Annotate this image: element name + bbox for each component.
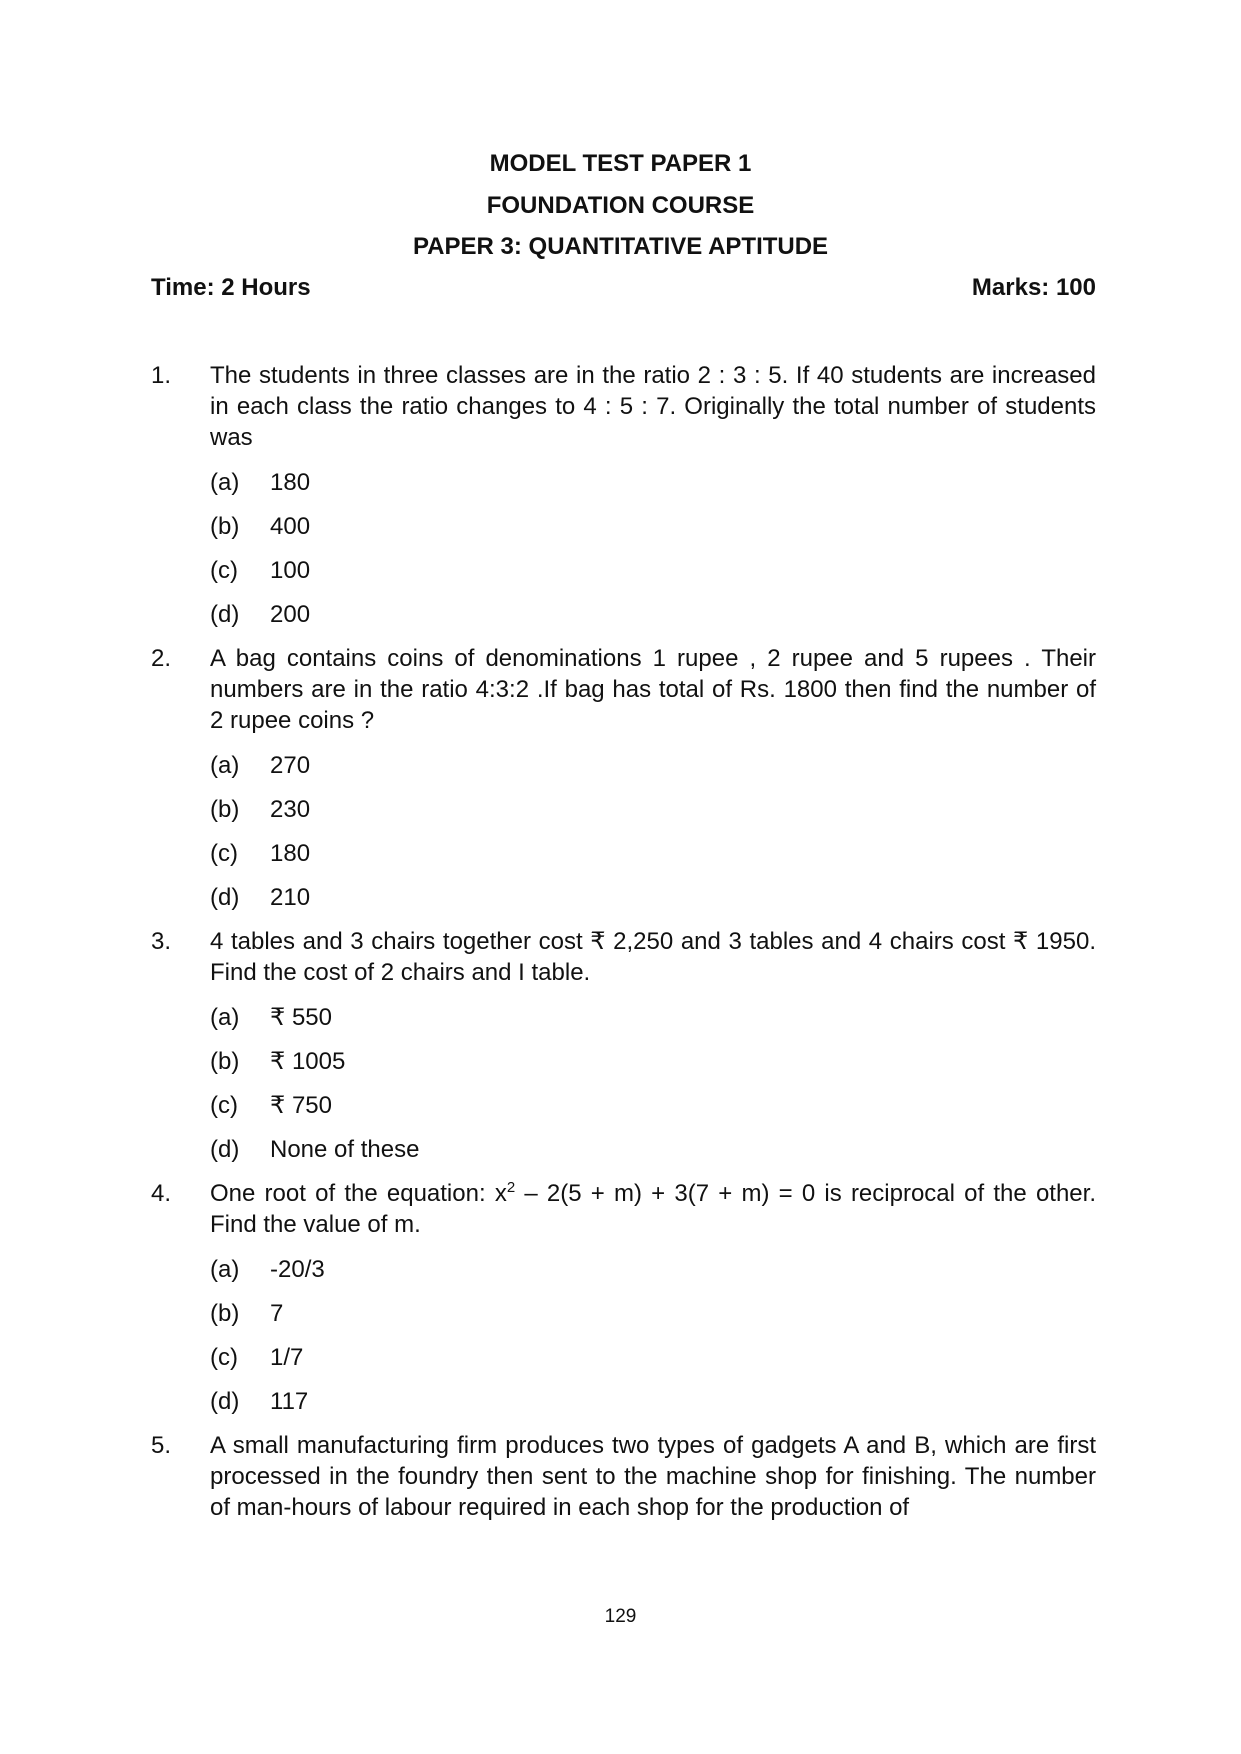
option-label: (a) — [210, 1004, 240, 1031]
option-label: (b) — [210, 796, 240, 823]
option-label: (c) — [210, 1344, 238, 1371]
option-label: (b) — [210, 1048, 240, 1075]
option-value: 200 — [270, 601, 311, 628]
option-list — [210, 1254, 1096, 1430]
option — [210, 511, 1096, 555]
option-label: (a) — [210, 752, 240, 779]
option-value: 7 — [270, 1300, 284, 1327]
option — [210, 1386, 1096, 1430]
question-number: 2. — [151, 645, 172, 672]
question-text: A bag contains coins of denominations 1 rupee , 2 rupee and 5 rupees . Their numbers are in the ratio 4:3:2 .If bag has total of Rs. 1800 then find the number of 2 rupee coins ? — [210, 645, 1096, 734]
paper-subject: PAPER 3: QUANTITATIVE APTITUDE — [412, 233, 829, 260]
option-value: 117 — [270, 1388, 309, 1415]
course-title: FOUNDATION COURSE — [486, 192, 755, 219]
option — [210, 1046, 1096, 1090]
option-value: 180 — [270, 469, 311, 496]
option-value: None of these — [270, 1136, 420, 1163]
option-label: (c) — [210, 1092, 238, 1119]
option-label: (b) — [210, 513, 240, 540]
option-label: (a) — [210, 1256, 240, 1283]
question-list — [151, 360, 1096, 1523]
option — [210, 555, 1096, 599]
question-number: 3. — [151, 928, 172, 955]
question — [151, 360, 1096, 643]
option — [210, 750, 1096, 794]
option — [210, 1002, 1096, 1046]
option — [210, 1254, 1096, 1298]
option-label: (c) — [210, 557, 238, 584]
option — [210, 1342, 1096, 1386]
question-number: 5. — [151, 1432, 172, 1459]
option — [210, 838, 1096, 882]
option — [210, 1298, 1096, 1342]
option-value: 180 — [270, 840, 311, 867]
question — [151, 643, 1096, 926]
option-list — [210, 750, 1096, 926]
total-marks: Marks: 100 — [971, 274, 1096, 301]
question-text: 4 tables and 3 chairs together cost ₹ 2,250 and 3 tables and 4 chairs cost ₹ 1950. Find the cost of 2 chairs and I table. — [210, 928, 1096, 986]
option-value: ₹ 750 — [270, 1092, 332, 1119]
paper-title: MODEL TEST PAPER 1 — [489, 150, 752, 177]
question-text-part: – 2(5 + m) + 3(7 + m) = 0 is reciprocal of the other. Find the value of m. — [210, 1180, 1096, 1238]
option-list — [210, 467, 1096, 643]
option — [210, 1134, 1096, 1178]
option-value: 210 — [270, 884, 311, 911]
option — [210, 599, 1096, 643]
option-label: (a) — [210, 469, 240, 496]
option-label: (d) — [210, 601, 240, 628]
option-label: (d) — [210, 1388, 240, 1415]
time-allowed: Time: 2 Hours — [151, 274, 311, 301]
option-value: ₹ 550 — [270, 1004, 332, 1031]
question-number: 1. — [151, 362, 172, 389]
question-text — [210, 1178, 1096, 1240]
option-value: 1/7 — [270, 1344, 304, 1371]
option-label: (c) — [210, 840, 238, 867]
option-value: 270 — [270, 752, 311, 779]
option-value: 230 — [270, 796, 311, 823]
option-label: (d) — [210, 884, 240, 911]
option — [210, 882, 1096, 926]
option-value: 400 — [270, 513, 311, 540]
option-value: -20/3 — [270, 1256, 325, 1283]
exponent: 2 — [506, 1179, 516, 1196]
question — [151, 1178, 1096, 1430]
option-label: (d) — [210, 1136, 240, 1163]
option-list — [210, 1002, 1096, 1178]
question — [151, 1430, 1096, 1523]
question-number: 4. — [151, 1180, 172, 1207]
question-text-part: One root of the equation: x — [210, 1180, 507, 1207]
option-value: ₹ 1005 — [270, 1048, 346, 1075]
option — [210, 794, 1096, 838]
question-text: The students in three classes are in the ratio 2 : 3 : 5. If 40 students are increased in each class the ratio changes to 4 : 5 : 7. Originally the total number of students was — [210, 362, 1096, 451]
question-text: A small manufacturing firm produces two types of gadgets A and B, which are first processed in the foundry then sent to the machine shop for finishing. The number of man-hours of labour required in each shop for the production of — [210, 1432, 1096, 1521]
page-number: 129 — [604, 1606, 637, 1627]
option-value: 100 — [270, 557, 311, 584]
option — [210, 1090, 1096, 1134]
question — [151, 926, 1096, 1178]
option-label: (b) — [210, 1300, 240, 1327]
option — [210, 467, 1096, 511]
